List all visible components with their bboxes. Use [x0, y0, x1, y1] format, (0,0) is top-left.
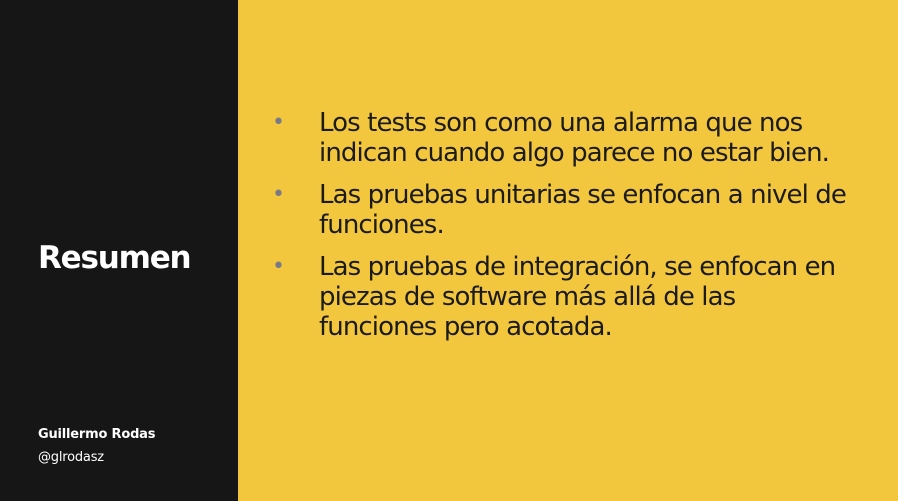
author-handle: @glrodasz: [38, 450, 104, 465]
bullet-list: [272, 108, 852, 354]
right-panel: [238, 0, 898, 501]
bullet-dot-icon: •: [272, 110, 285, 135]
author-name: Guillermo Rodas: [38, 427, 156, 442]
bullet-item: [272, 108, 852, 168]
author-block: [38, 425, 155, 468]
left-panel: [0, 0, 238, 501]
bullet-text: Las pruebas de integración, se enfocan en piezas de software más allá de las funciones pero acotada.: [319, 252, 836, 342]
bullet-dot-icon: •: [272, 254, 285, 279]
slide-title: Resumen: [38, 240, 191, 276]
bullet-text: Los tests son como una alarma que nos indican cuando algo parece no estar bien.: [319, 108, 830, 168]
bullet-item: [272, 180, 852, 240]
bullet-text: Las pruebas unitarias se enfocan a nivel de funciones.: [319, 180, 846, 240]
bullet-dot-icon: •: [272, 182, 285, 207]
bullet-item: [272, 252, 852, 342]
